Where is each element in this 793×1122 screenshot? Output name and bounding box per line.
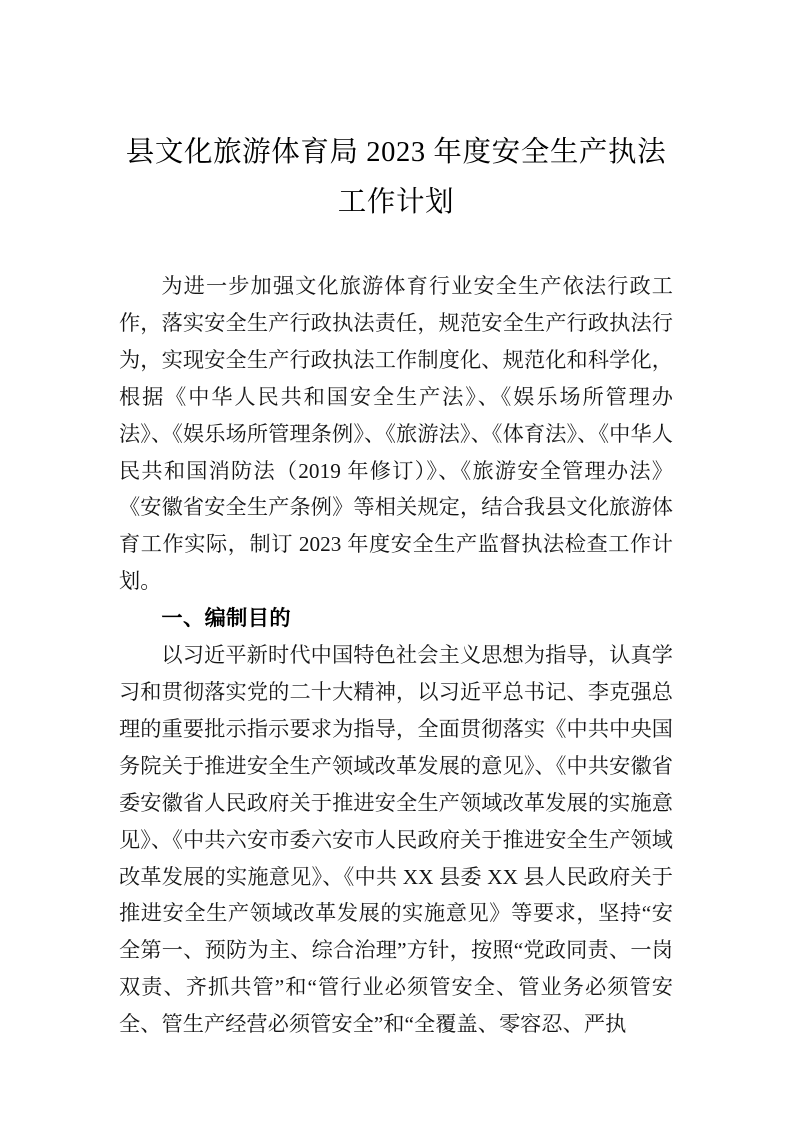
- section-1-paragraph: 以习近平新时代中国特色社会主义思想为指导，认真学习和贯彻落实党的二十大精神，以习近平总书记、李克强总理的重要批示指示要求为指导，全面贯彻落实《中共中央国务院关于推进安全生产领域改革发展的意见》、《中共安徽省委安徽省人民政府关于推进安全生产领域改革发展的实施意见》、《中共六安市委六安市人民政府关于推进安全生产领域改革发展的实施意见》、《中共 XX 县委 XX 县人民政府关于推进安全生产领域改革发展的实施意见》等要求，坚持“安全第一、预防为主、综合治理”方针，按照“党政同责、一岗双责、齐抓共管”和“管行业必须管安全、管业务必须管安全、管生产经营必须管安全”和“全覆盖、零容忍、严执: [119, 643, 673, 1037]
- page-title-line-1: 县文化旅游体育局 2023 年度安全生产执法: [125, 137, 667, 168]
- intro-paragraph: 为进一步加强文化旅游体育行业安全生产依法行政工作，落实安全生产行政执法责任，规范安全生产行政执法行为，实现安全生产行政执法工作制度化、规范化和科学化，根据《中华人民共和国安全生产法》、《娱乐场所管理办法》、《娱乐场所管理条例》、《旅游法》、《体育法》、《中华人民共和国消防法（2019 年修订）》、《旅游安全管理办法》《安徽省安全生产条例》等相关规定，结合我县文化旅游体育工作实际，制订 2023 年度安全生产监督执法检查工作计划。: [119, 274, 673, 594]
- page-title-line-2: 工作计划: [337, 187, 455, 218]
- page-title: [96, 128, 696, 228]
- section-heading-1: 一、编制目的: [161, 605, 291, 631]
- document-body: [119, 268, 673, 1043]
